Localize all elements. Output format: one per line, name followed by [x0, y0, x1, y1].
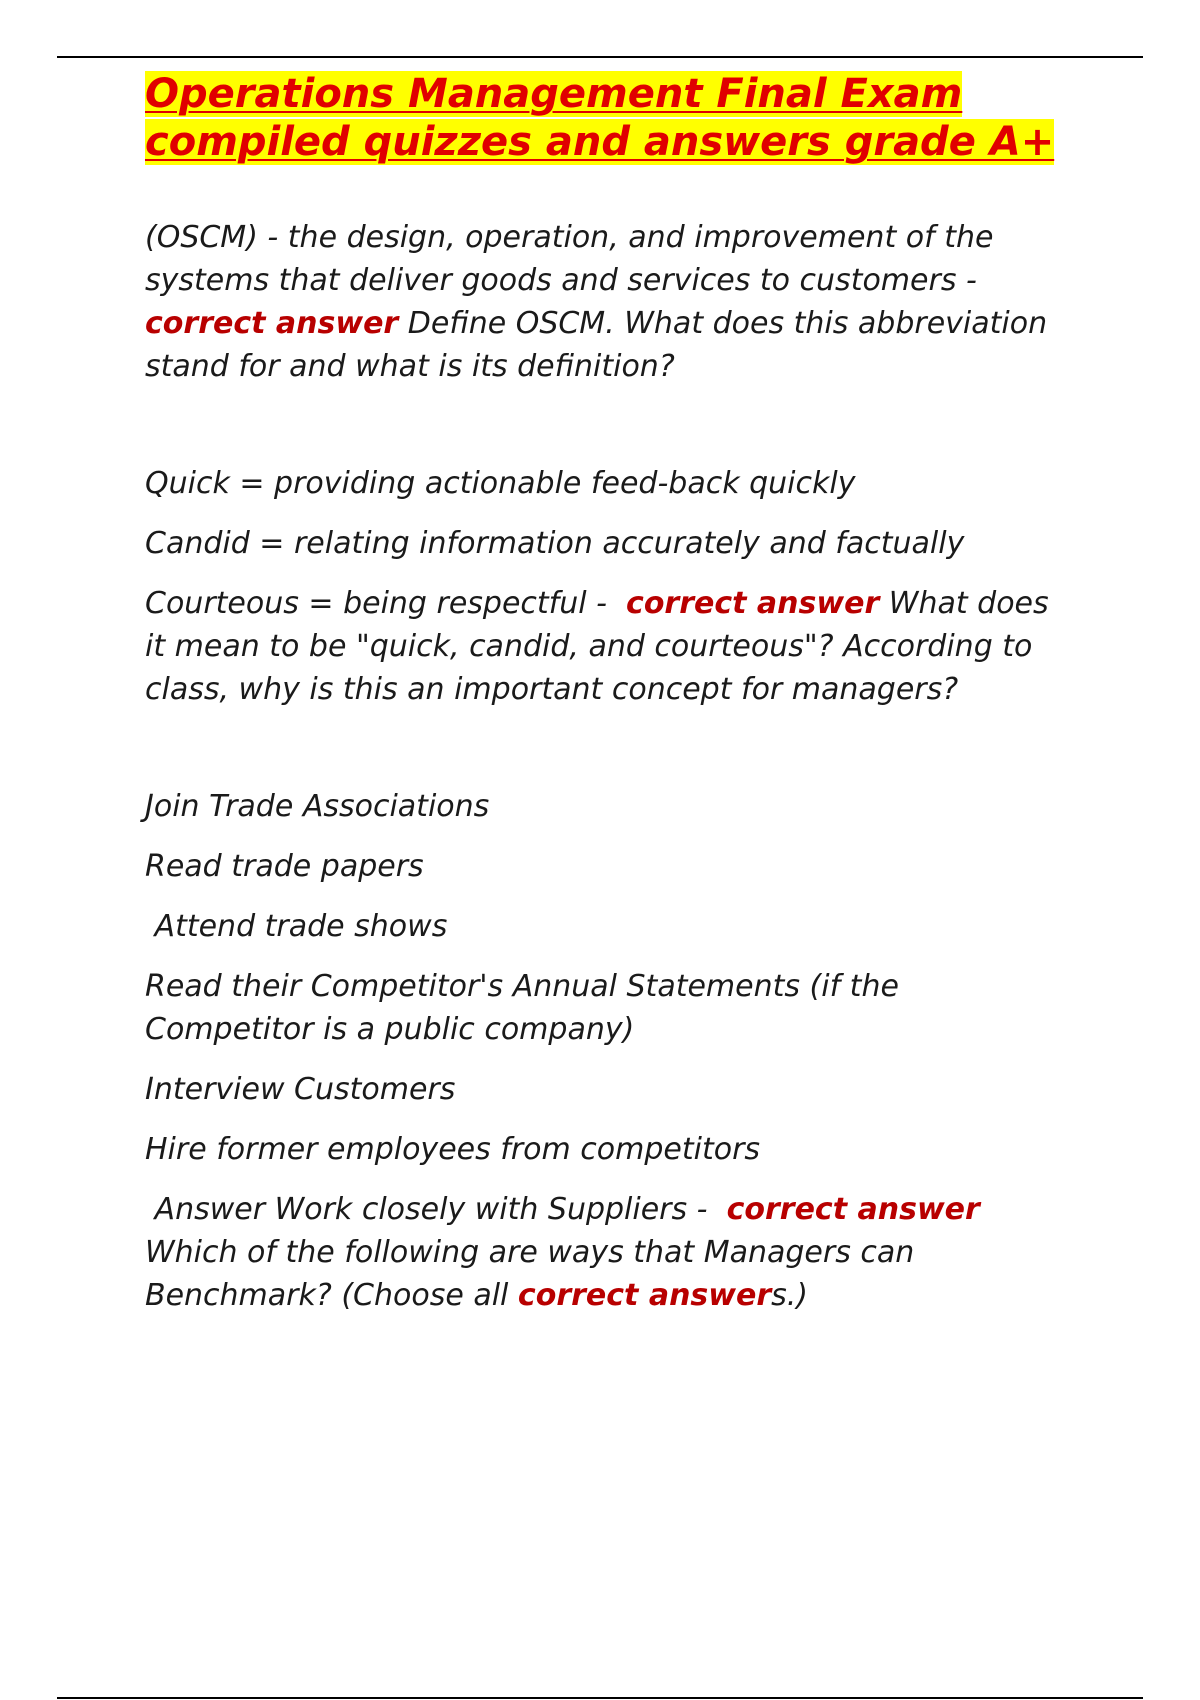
q1-answer-text: (OSCM) - the design, operation, and improvement of the systems that deliver goods and services to customers -	[145, 220, 1003, 298]
question-quick-candid-courteous	[145, 582, 1075, 711]
q2-line-candid: Candid = relating information accurately and factually	[145, 526, 965, 561]
title-line-2: compiled quizzes and answers grade A+	[145, 119, 1055, 165]
document-title	[145, 70, 1075, 166]
correct-answer-label: correct answer	[626, 586, 880, 621]
top-rule	[57, 56, 1143, 58]
q1-question-text: Define OSCM. What does this abbreviation stand for and what is its definition?	[145, 306, 1057, 384]
q3-line-trade-associations: Join Trade Associations	[145, 789, 490, 824]
q2-line-quick: Quick = providing actionable feed-back quickly	[145, 466, 856, 501]
correct-answer-label: correct answer	[726, 1192, 980, 1227]
document-body	[145, 70, 1075, 1334]
q3-line-interview-customers: Interview Customers	[145, 1072, 456, 1107]
q3-line-suppliers: Answer Work closely with Suppliers -	[145, 1192, 727, 1227]
question-benchmark	[145, 1188, 1075, 1317]
q2-line-courteous: Courteous = being respectful -	[145, 586, 627, 621]
title-line-1: Operations Management Final Exam	[145, 71, 963, 117]
q3-line-trade-shows: Attend trade shows	[145, 909, 448, 944]
question-oscm	[145, 216, 1075, 388]
bottom-rule	[57, 1697, 1143, 1699]
correct-answer-label: correct answer	[145, 306, 399, 341]
correct-answer-label-2: correct answer	[517, 1278, 772, 1313]
q3-line-trade-papers: Read trade papers	[145, 849, 424, 884]
q3-question-text: Which of the following are ways that Managers can Benchmark? (Choose all	[145, 1192, 990, 1313]
q3-question-end: s.)	[771, 1278, 809, 1313]
q3-line-hire-employees: Hire former employees from competitors	[145, 1132, 761, 1167]
q2-question-text: What does it mean to be "quick, candid, and courteous"? According to class, why is this an important concept for managers?	[145, 586, 1059, 707]
q3-line-annual-statements: Read their Competitor's Annual Statements (if the Competitor is a public company)	[145, 969, 909, 1047]
